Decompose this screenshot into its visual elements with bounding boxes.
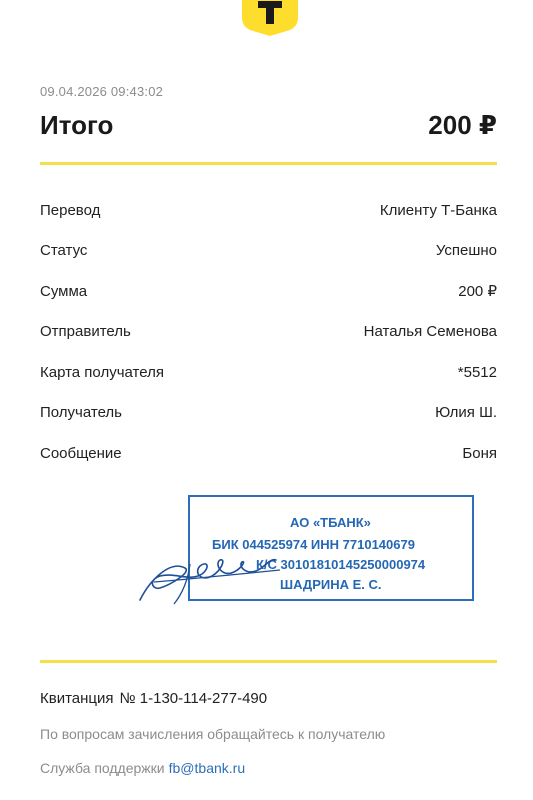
stamp-bank-name: АО «ТБАНК» bbox=[290, 515, 371, 530]
support-line bbox=[40, 760, 245, 776]
divider bbox=[40, 162, 497, 165]
detail-row-status bbox=[40, 231, 497, 272]
tbank-logo-icon bbox=[242, 0, 298, 36]
total-row bbox=[40, 110, 497, 141]
detail-row-recipient bbox=[40, 393, 497, 434]
detail-row-transfer bbox=[40, 190, 497, 231]
divider bbox=[40, 660, 497, 663]
detail-value: *5512 bbox=[457, 363, 497, 381]
detail-label: Сообщение bbox=[40, 444, 122, 462]
detail-value: 200 ₽ bbox=[458, 283, 497, 301]
stamp-bik-inn: БИК 044525974 ИНН 7710140679 bbox=[212, 537, 415, 552]
receipt-label: Квитанция bbox=[40, 690, 114, 707]
receipt-datetime: 09.04.2026 09:43:02 bbox=[40, 84, 164, 99]
detail-row-amount bbox=[40, 271, 497, 312]
detail-label: Перевод bbox=[40, 201, 101, 219]
signature-icon bbox=[130, 530, 290, 610]
detail-row-sender bbox=[40, 312, 497, 353]
support-label: Служба поддержки bbox=[40, 760, 165, 776]
bank-stamp-area bbox=[130, 490, 480, 620]
detail-row-message bbox=[40, 433, 497, 474]
recipient-note: По вопросам зачисления обращайтесь к получателю bbox=[40, 726, 386, 742]
detail-value: Боня bbox=[462, 444, 497, 462]
detail-value: Клиенту Т-Банка bbox=[379, 201, 497, 219]
support-email-link[interactable]: fb@tbank.ru bbox=[168, 760, 246, 776]
receipt-number: № 1-130-114-277-490 bbox=[119, 690, 268, 707]
receipt-number-line bbox=[40, 690, 267, 707]
detail-value: Наталья Семенова bbox=[363, 323, 497, 341]
stamp-signer: ШАДРИНА Е. С. bbox=[280, 577, 382, 592]
detail-label: Отправитель bbox=[40, 323, 131, 341]
detail-row-recipient-card bbox=[40, 352, 497, 393]
detail-value: Юлия Ш. bbox=[435, 404, 497, 422]
detail-label: Получатель bbox=[40, 404, 122, 422]
detail-label: Статус bbox=[40, 242, 88, 260]
total-value: 200 ₽ bbox=[428, 110, 497, 140]
detail-label: Сумма bbox=[40, 282, 88, 300]
detail-label: Карта получателя bbox=[40, 363, 164, 381]
details-list bbox=[40, 190, 497, 474]
detail-value: Успешно bbox=[435, 242, 497, 260]
total-label: Итого bbox=[40, 110, 114, 140]
stamp-ks: К/С 30101810145250000974 bbox=[256, 557, 426, 572]
